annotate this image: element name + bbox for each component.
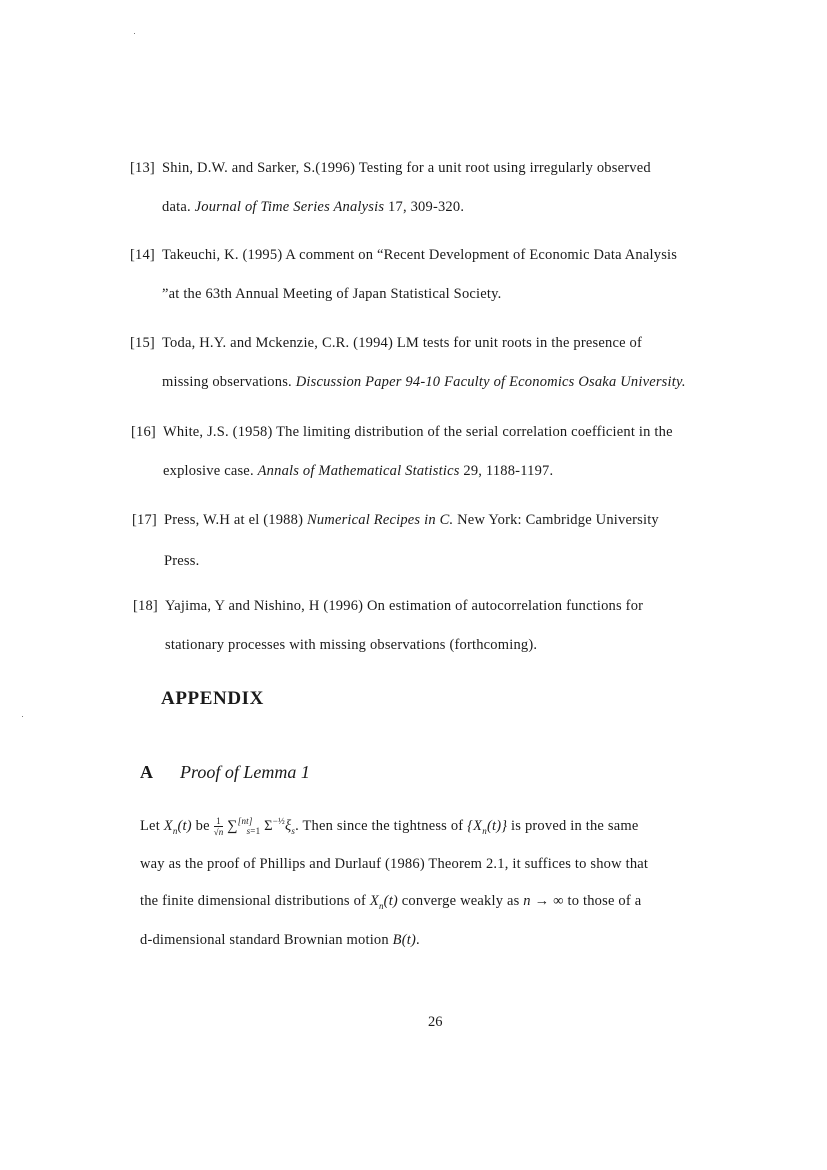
paragraph-text: is proved in the same xyxy=(507,817,639,834)
scan-speck xyxy=(22,716,23,717)
reference-text: missing observations. xyxy=(162,374,292,390)
paragraph-line-2 xyxy=(140,856,648,873)
paragraph-text: converge weakly as xyxy=(397,893,524,909)
paragraph-text: d-dimensional standard Brownian motion xyxy=(140,932,393,948)
reference-text: Press, W.H at el (1988) xyxy=(164,512,304,528)
paragraph-line-3 xyxy=(140,893,641,911)
math-expression: B(t) xyxy=(392,932,416,948)
section-letter: A xyxy=(140,762,153,782)
reference-text: stationary processes with missing observations (forthcoming). xyxy=(165,637,538,653)
journal-name: Journal of Time Series Analysis xyxy=(194,199,385,215)
reference-text: Toda, H.Y. and Mckenzie, C.R. (1994) LM tests for unit roots in the presence of xyxy=(162,335,643,351)
reference-number: [17] xyxy=(132,512,157,528)
paragraph-text: the finite dimensional distributions of xyxy=(140,893,370,909)
math-expression: $\frac{1}{√n}$ $\sum[nt]_{s=1}$ $\Sigma^{-\frac{1}{2}}\xi_s$ xyxy=(213,816,296,837)
reference-text: data. xyxy=(162,199,191,215)
paragraph-text: Let xyxy=(140,817,164,834)
reference-number: [13] xyxy=(130,160,155,176)
journal-name: Discussion Paper 94-10 Faculty of Economics Osaka University. xyxy=(295,374,686,390)
paragraph-text: to those of a xyxy=(563,893,642,909)
paragraph-text: . xyxy=(416,932,420,948)
reference-text: White, J.S. (1958) The limiting distribution of the serial correlation coefficient in the xyxy=(163,424,673,440)
math-expression: n → ∞ xyxy=(523,893,564,909)
section-title: Proof of Lemma 1 xyxy=(180,762,310,782)
paragraph-text: be xyxy=(191,817,214,834)
math-expression: $\{X_n(t)\}$ xyxy=(467,817,508,836)
reference-text: 17, 309-320. xyxy=(388,199,465,215)
reference-text: explosive case. xyxy=(163,463,254,479)
reference-text: ”at the 63th Annual Meeting of Japan Statistical Society. xyxy=(162,286,502,302)
journal-name: Annals of Mathematical Statistics xyxy=(257,463,460,479)
reference-number: [14] xyxy=(130,247,155,263)
reference-text: Shin, D.W. and Sarker, S.(1996) Testing for a unit root using irregularly observed xyxy=(162,160,651,176)
paragraph-text: way as the proof of Phillips and Durlauf (1986) Theorem 2.1, it suffices to show that xyxy=(140,856,649,872)
scan-speck xyxy=(134,33,135,34)
reference-text: Takeuchi, K. (1995) A comment on “Recent Development of Economic Data Analysis xyxy=(162,247,678,263)
paragraph-line-1 xyxy=(140,816,638,837)
reference-number: [18] xyxy=(133,598,158,614)
reference-text: Yajima, Y and Nishino, H (1996) On estimation of autocorrelation functions for xyxy=(165,598,644,614)
book-title: Numerical Recipes in C. xyxy=(306,512,454,528)
paragraph-line-4 xyxy=(140,932,420,949)
section-heading xyxy=(140,762,310,783)
reference-text: Press. xyxy=(164,553,200,569)
paragraph-text: . Then since the tightness of xyxy=(295,817,468,834)
reference-number: [15] xyxy=(130,335,155,351)
reference-text: New York: Cambridge University xyxy=(457,512,659,528)
page-number: 26 xyxy=(428,1014,443,1030)
reference-text: 29, 1188-1197. xyxy=(463,463,554,479)
appendix-heading: APPENDIX xyxy=(161,688,264,709)
math-expression: $X_n(t)$ xyxy=(369,893,398,911)
math-expression: $X_n(t)$ xyxy=(163,817,192,836)
reference-number: [16] xyxy=(131,424,156,440)
